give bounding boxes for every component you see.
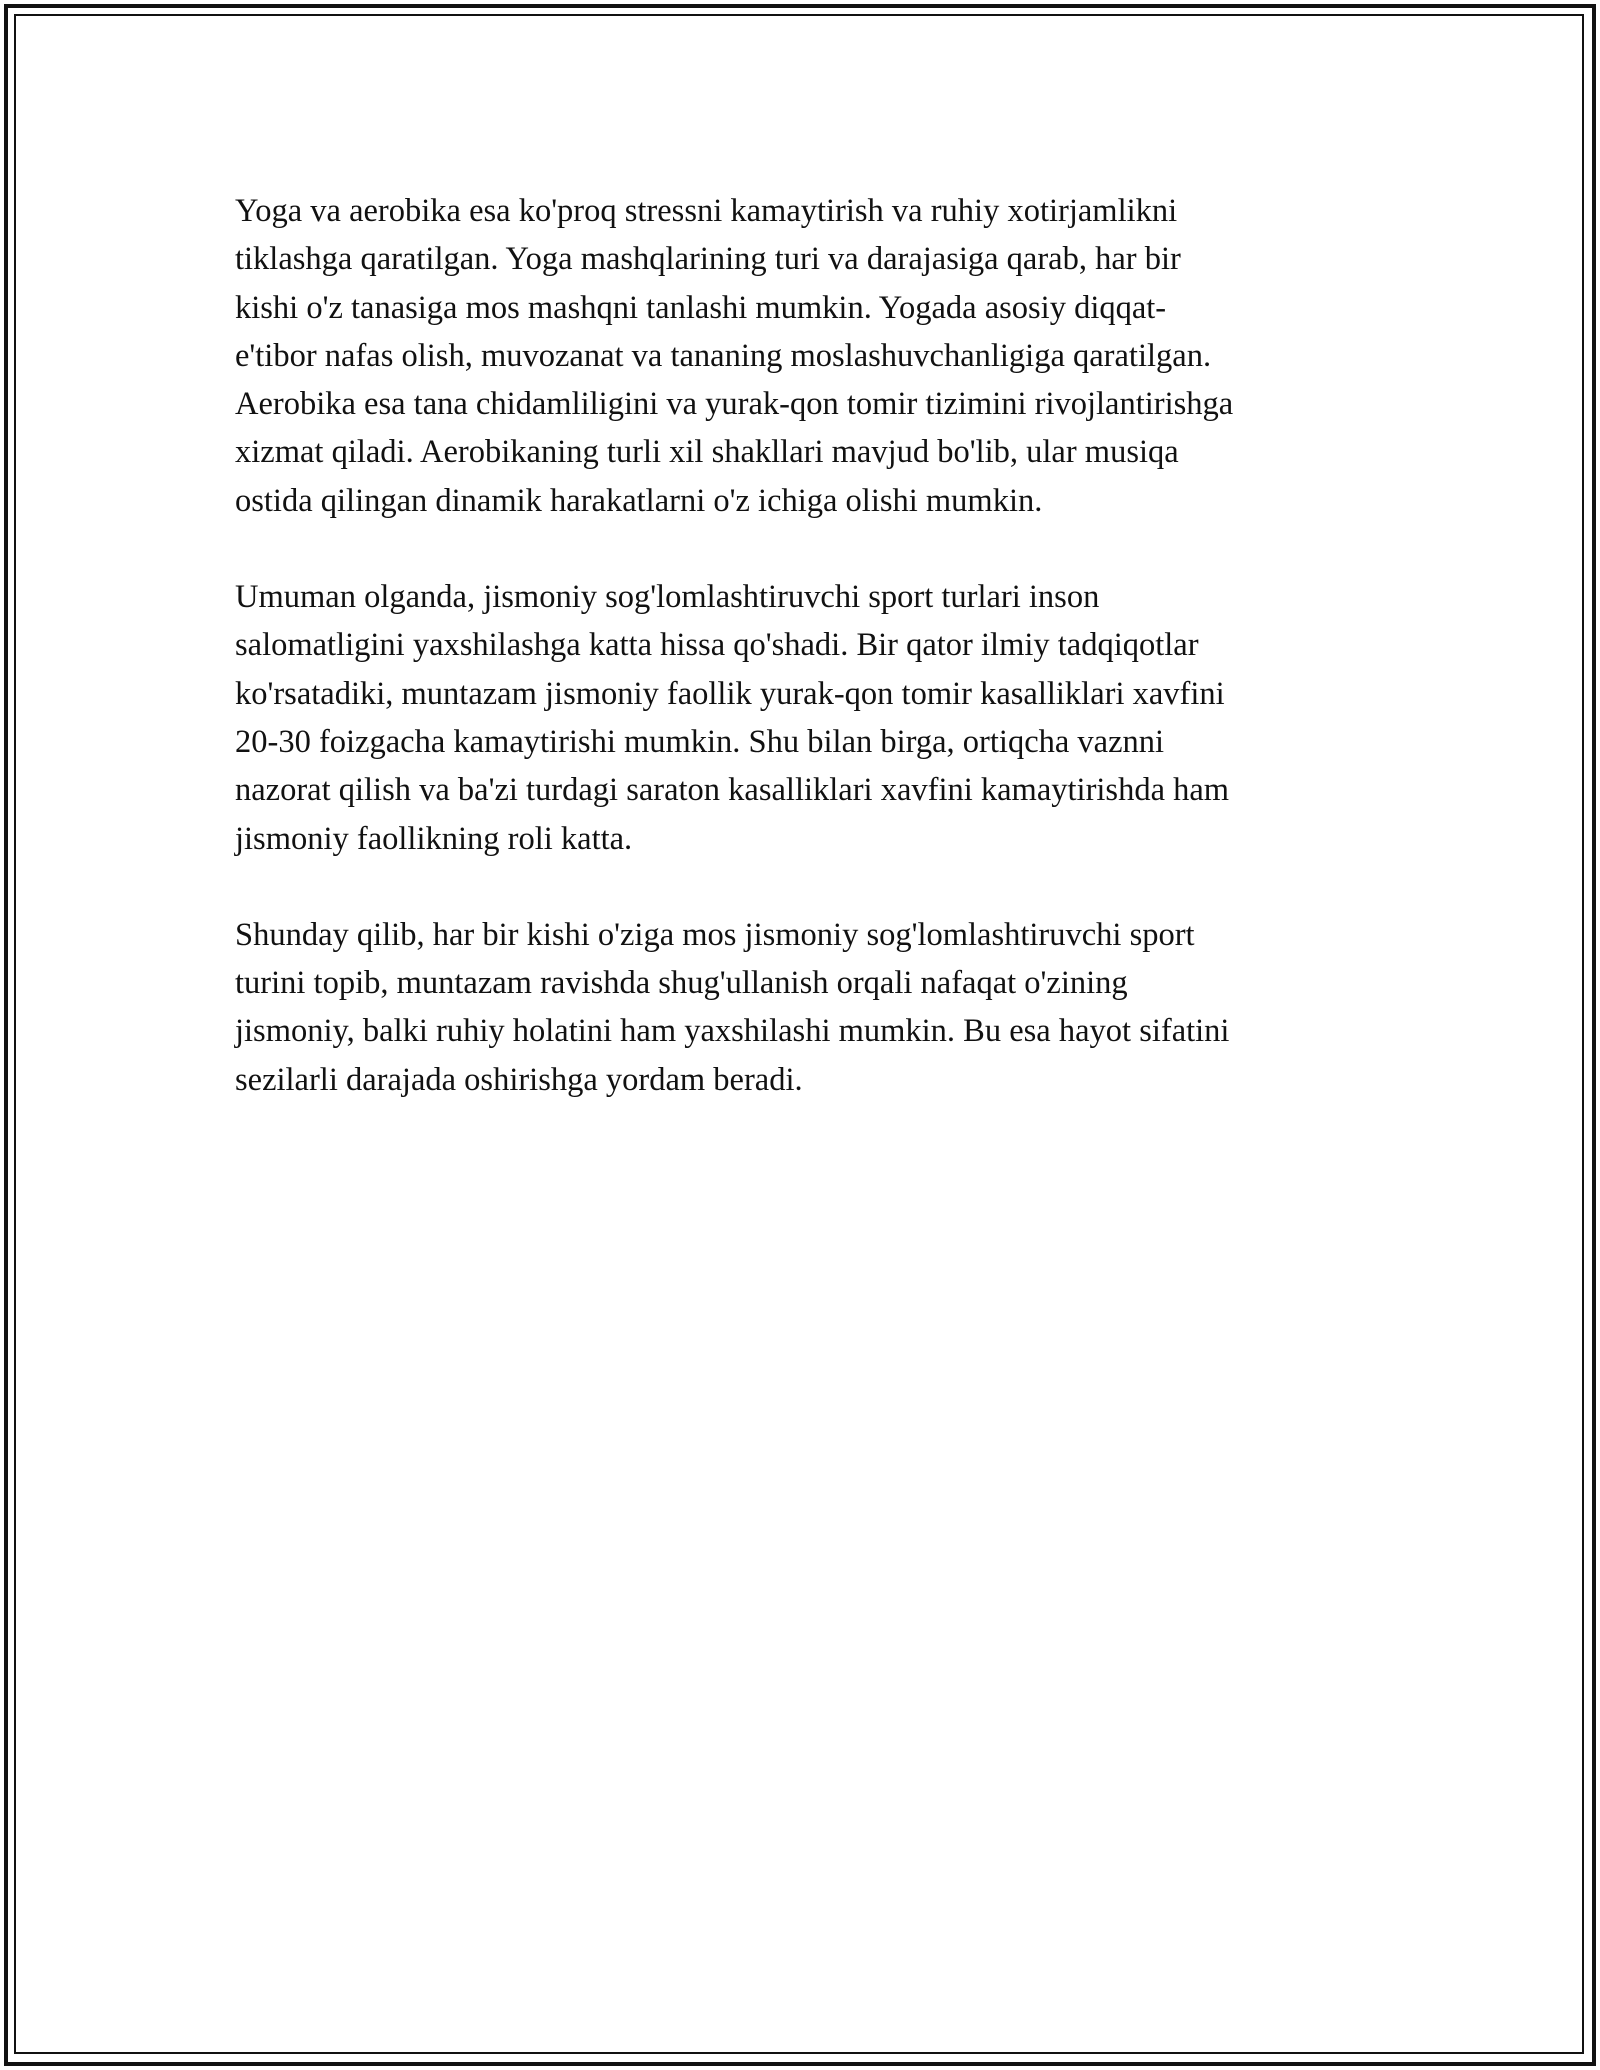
- paragraph-yoga-aerobika: Yoga va aerobika esa ko'proq stressni kamaytirish va ruhiy xotirjamlikni tiklashga qaratilgan. Yoga mashqlarining turi va darajasiga qarab, har bir kishi o'z tanasiga mos mashqni tanlashi mumkin. Yogada asosiy diqqat- e'tibor nafas olish, muvozanat va tananing moslashuvchanligiga qaratilgan. Aerobika esa tana chidamliligini va yurak-qon tomir tizimini rivojlantirishga xizmat qiladi. Aerobikaning turli xil shakllari mavjud bo'lib, ular musiqa ostida qilingan dinamik harakatlarni o'z ichiga olishi mumkin.: [235, 193, 1234, 519]
- paragraph-umuman-olganda: Umuman olganda, jismoniy sog'lomlashtiruvchi sport turlari inson salomatligini yaxshilashga katta hissa qo'shadi. Bir qator ilmiy tadqiqotlar ko'rsatadiki, muntazam jismoniy faollik yurak-qon tomir kasalliklari xavfini 20-30 foizgacha kamaytirishi mumkin. Shu bilan birga, ortiqcha vaznni nazorat qilish va ba'zi turdagi saraton kasalliklari xavfini kamaytirishda ham jismoniy faollikning roli katta.: [235, 579, 1230, 857]
- document-body: [235, 187, 1375, 1152]
- paragraph-shunday-qilib: Shunday qilib, har bir kishi o'ziga mos jismoniy sog'lomlashtiruvchi sport turini topib, muntazam ravishda shug'ullanish orqali nafaqat o'zining jismoniy, balki ruhiy holatini ham yaxshilashi mumkin. Bu esa hayot sifatini sezilarli darajada oshirishga yordam beradi.: [235, 916, 1230, 1098]
